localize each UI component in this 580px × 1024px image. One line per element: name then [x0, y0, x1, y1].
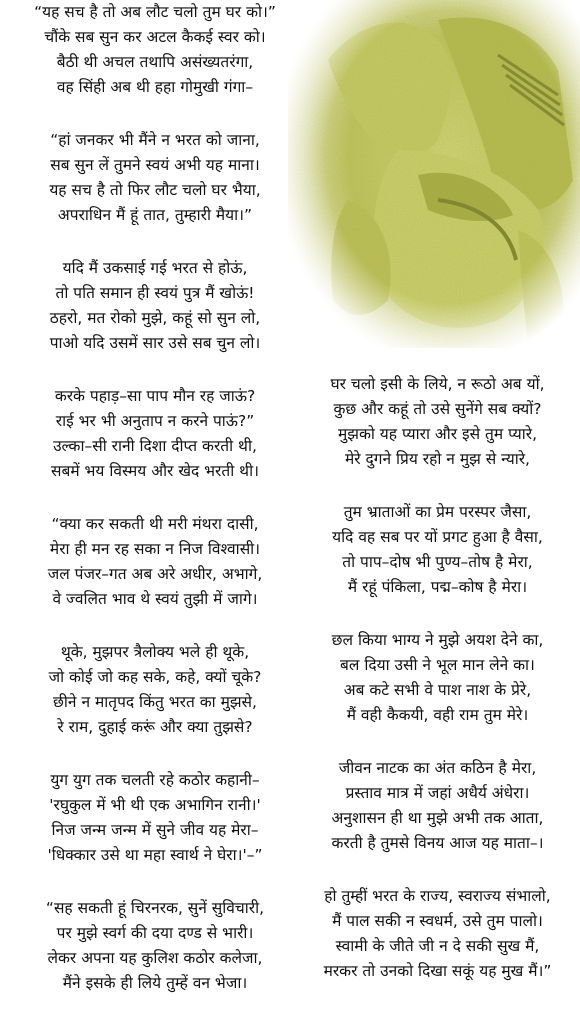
verse-line: “यह सच है तो अब लौट चलो तुम घर को।”: [34, 3, 276, 21]
verse-line: प्रस्ताव मात्र में जहां अधैर्य अंधेरा।: [345, 784, 530, 802]
stone-sculpture-image: [288, 0, 580, 348]
verse-line: ठहरो, मत रोको मुझे, कहूं सो सुन लो,: [49, 309, 261, 327]
verse-line: वह सिंही अब थी हहा गोमुखी गंगा–: [56, 78, 254, 96]
verse-line: मरकर तो उनको दिखा सकूं यह मुख मैं।”: [323, 962, 552, 980]
verse-line: 'रघुकुल में भी थी एक अभागिन रानी।': [49, 796, 261, 814]
verse-line: अब कटे सभी वे पाश नाश के प्रेरे,: [343, 681, 532, 699]
stanza: [300, 500, 575, 600]
stanza: [10, 768, 300, 868]
verse-line: बल दिया उसी ने भूल मान लेने का।: [340, 656, 535, 674]
verse-line: कुछ और कहूं तो उसे सुनेंगे सब क्यों?: [333, 400, 542, 418]
verse-line: जो कोई जो कह सके, कहे, क्यों चूके?: [48, 668, 262, 686]
stanza: [300, 884, 575, 984]
verse-line: यदि वह सब पर यों प्रगट हुआ है वैसा,: [332, 528, 543, 546]
verse-line: “क्या कर सकती थी मरी मंथरा दासी,: [51, 515, 259, 533]
verse-line: अपराधिन मैं हूं तात, तुम्हारी मैया।”: [57, 206, 253, 224]
verse-line: मैंने इसके ही लिये तुम्हें वन भेजा।: [62, 974, 248, 992]
verse-line: तो पति समान ही स्वयं पुत्र मैं खोऊं!: [55, 284, 255, 302]
verse-line: पर मुझे स्वर्ग की दया दण्ड से भारी।: [56, 924, 254, 942]
stanza: [10, 0, 300, 100]
verse-line: राई भर भी अनुताप न करने पाऊं?”: [55, 412, 255, 430]
verse-line: हो तुम्हीं भरत के राज्य, स्वराज्य संभालो,: [324, 887, 551, 905]
verse-line: तुम भ्राताओं का प्रेम परस्पर जैसा,: [343, 503, 532, 521]
verse-line: मेरा ही मन रह सका न निज विश्वासी।: [49, 540, 261, 558]
stanza: [300, 756, 575, 856]
verse-line: मुझको यह प्यारा और इसे तुम प्यारे,: [337, 425, 538, 443]
verse-line: निज जन्म जन्म में सुने जीव यह मेरा–: [51, 821, 259, 839]
verse-line: सब सुन लें तुमने स्वयं अभी यह माना।: [50, 156, 260, 174]
verse-line: अनुशासन ही था मुझे अभी तक आता,: [331, 809, 544, 827]
stanza: [300, 372, 575, 472]
sculpture-image: [288, 0, 580, 348]
verse-line: पाओ यदि उसमें सार उसे सब चुन लो।: [49, 334, 261, 352]
verse-line: तो पाप–दोष भी पुण्य–तोष है मेरा,: [342, 553, 533, 571]
verse-line: उल्का–सी रानी दिशा दीप्त करती थी,: [53, 437, 257, 455]
verse-line: यह सच है तो फिर लौट चलो घर भैया,: [49, 181, 261, 199]
verse-line: स्वामी के जीते जी न दे सकी सुख मैं,: [335, 937, 540, 955]
verse-line: बैठी थी अचल तथापि असंख्यतरंगा,: [56, 53, 254, 71]
verse-line: 'धिक्कार उसे था महा स्वार्थ ने घेरा।'–”: [47, 846, 263, 864]
verse-line: करती है तुमसे विनय आज यह माता–।: [331, 834, 544, 852]
verse-line: यदि मैं उकसाई गई भरत से होऊं,: [62, 259, 248, 277]
verse-line: छल किया भाग्य ने मुझे अयश देने का,: [331, 631, 544, 649]
verse-line: घर चलो इसी के लिये, न रूठो अब यों,: [330, 375, 545, 393]
verse-line: करके पहाड़–सा पाप मौन रह जाऊं?: [54, 387, 256, 405]
stanza: [10, 256, 300, 356]
stanza: [10, 384, 300, 484]
verse-line: छीने न मातृपद किंतु भरत का मुझसे,: [53, 693, 257, 711]
verse-line: जीवन नाटक का अंत कठिन है मेरा,: [338, 759, 537, 777]
stanza: [10, 512, 300, 612]
right-column: [300, 372, 575, 1012]
stanza: [10, 896, 300, 996]
verse-line: मैं पाल सकी न स्वधर्म, उसे तुम पालो।: [332, 912, 543, 930]
verse-line: मेरे दुगने प्रिय रहो न मुझ से न्यारे,: [345, 450, 530, 468]
verse-line: थूके, मुझपर त्रैलोक्य भले ही थूके,: [60, 643, 250, 661]
verse-line: लेकर अपना यह कुलिश कठोर कलेजा,: [47, 949, 263, 967]
verse-line: “हां जनकर भी मैंने न भरत को जाना,: [50, 131, 260, 149]
verse-line: जल पंजर–गत अब अरे अधीर, अभागे,: [47, 565, 263, 583]
stanza: [10, 640, 300, 740]
verse-line: रे राम, दुहाई करूं और क्या तुझसे?: [57, 718, 253, 736]
left-column: [10, 0, 300, 1024]
verse-line: युग युग तक चलती रहे कठोर कहानी–: [50, 771, 260, 789]
stanza: [300, 628, 575, 728]
verse-line: “सह सकती हूं चिरनरक, सुनें सुविचारी,: [45, 899, 265, 917]
verse-line: सबमें भय विस्मय और खेद भरती थी।: [51, 462, 259, 480]
verse-line: मैं वही कैकयी, वही राम तुम मेरे।: [346, 706, 529, 724]
verse-line: चौंके सब सुन कर अटल कैकई स्वर को।: [44, 28, 266, 46]
stanza: [10, 128, 300, 228]
verse-line: वे ज्वलित भाव थे स्वयं तुझी में जागे।: [52, 590, 258, 608]
verse-line: मैं रहूं पंकिला, पद्म–कोष है मेरा।: [347, 578, 528, 596]
